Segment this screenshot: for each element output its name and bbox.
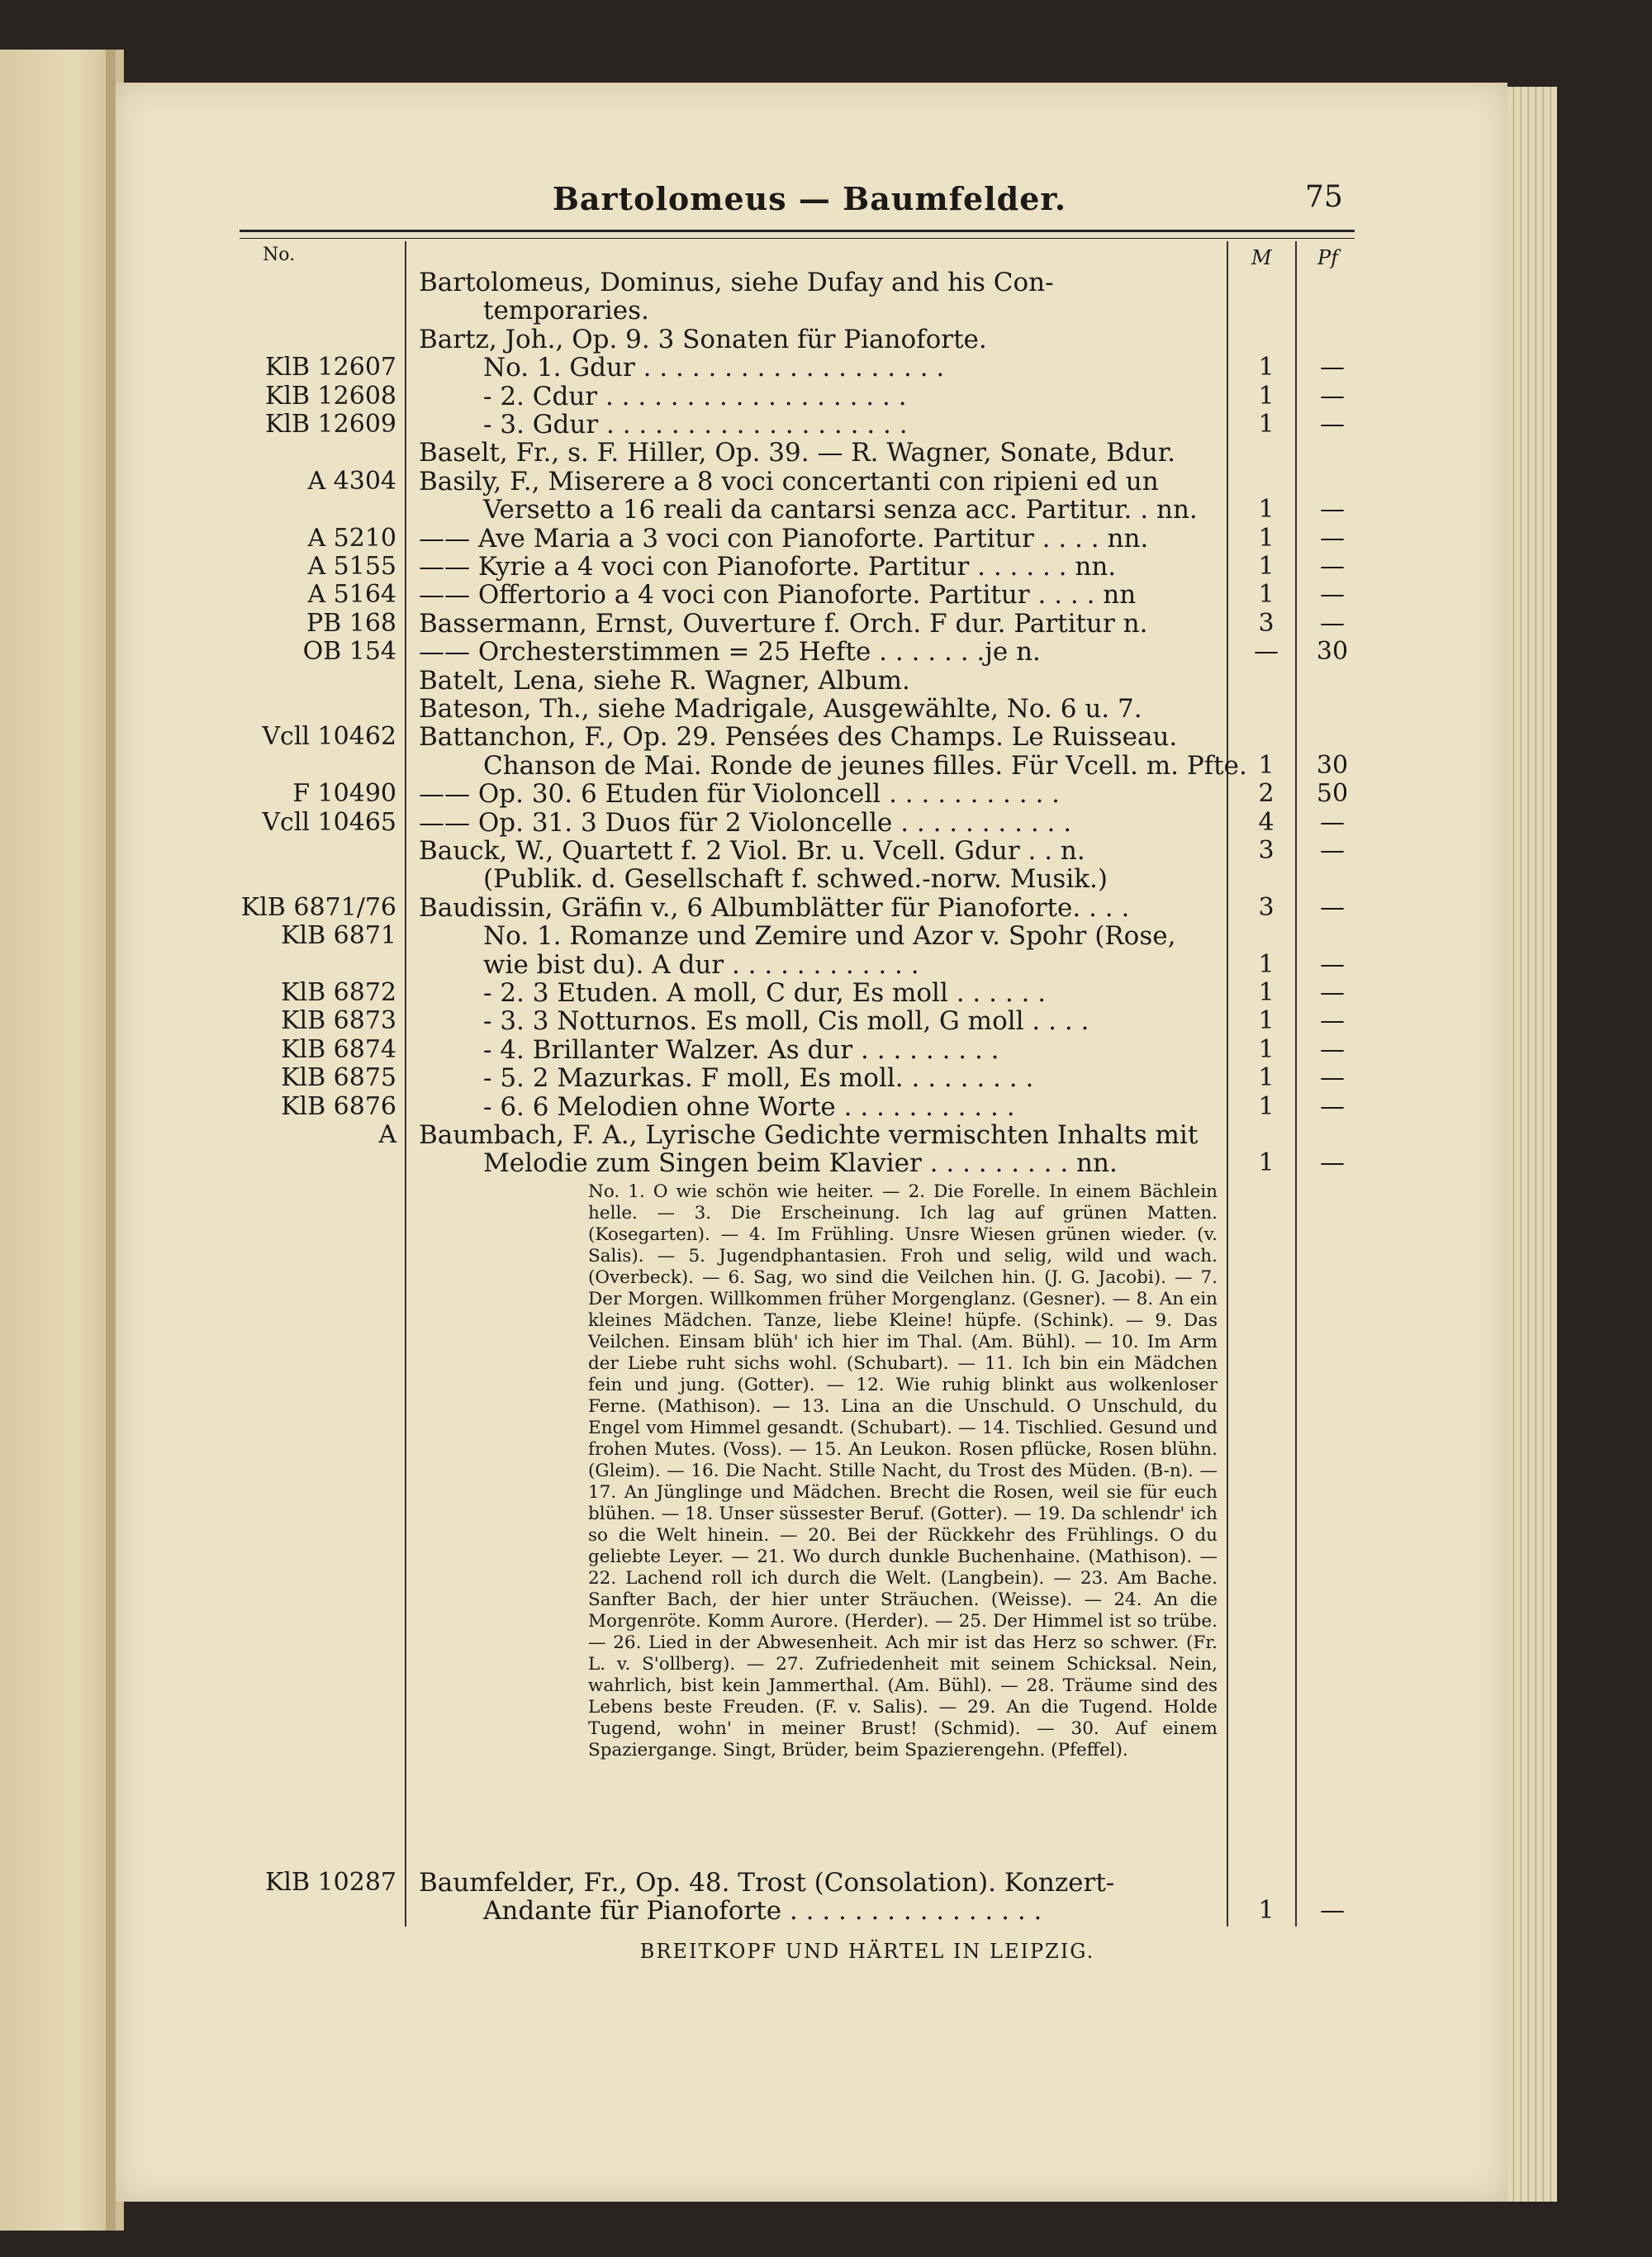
price-pfennig: — xyxy=(1320,353,1345,383)
price-mark: 1 xyxy=(1258,1091,1275,1121)
catalog-row xyxy=(0,411,1652,439)
catalog-number: KlB 6873 xyxy=(281,1006,396,1036)
catalog-row xyxy=(0,979,1652,1007)
price-mark: 1 xyxy=(1258,1034,1275,1064)
catalog-number: A 4304 xyxy=(307,466,396,496)
entry-text: Andante für Pianoforte . . . . . . . . . . . . . . . . xyxy=(483,1896,1042,1927)
catalog-number: F 10490 xyxy=(292,779,396,809)
entry-text: No. 1. Romanze und Zemire und Azor v. Spohr (Rose, xyxy=(483,921,1176,952)
catalog-row xyxy=(0,752,1652,780)
catalog-row xyxy=(0,439,1652,467)
price-mark: 1 xyxy=(1258,1006,1275,1036)
price-mark: 1 xyxy=(1258,1063,1275,1093)
catalog-row xyxy=(0,268,1652,297)
catalog-row xyxy=(0,383,1652,411)
contents-note-text: No. 1. O wie schön wie heiter. — 2. Die Forelle. In einem Bächlein helle. — 3. Die Erscheinung. Ich lag auf grünen Matten. (Kosegarten). — 4. Im Frühling. Unsre Wiesen grünen wieder. (v. Salis). — 5. Jugendphantasien. Froh und selig, wild und wach. (Overbeck). — 6. Sag, wo sind die Veilchen hin. (J. G. Jacobi). — 7. Der Morgen. Willkommen früher Morgenglanz. (Gesner). — 8. An ein kleines Mädchen. Tanze, liebe Kleine! hüpfe. (Schink). — 9. Das Veilchen. Einsam blüh' ich hier im Thal. (Am. Bühl). — 10. Im Arm der Liebe ruht sichs wohl. (Schubart). — 11. Ich bin ein Mädchen fein und jung. (Gotter). — 12. Wie ruhig blinkt aus wolkenloser Ferne. (Mathison). — 13. Lina an die Unschuld. O Unschuld, du Engel vom Himmel gesandt. (Schubart). — 14. Tischlied. Gesund und frohen Mutes. (Voss). — 15. An Leukon. Rosen pflücke, Rosen blühn. (Gleim). — 16. Die Nacht. Stille Nacht, du Trost des Müden. (B-n). — 17. An Jünglinge und Mädchen. Brecht die Rosen, weil sie für euch blühen. — 18. Unser süssester Beruf. (Gotter). — 19. Da schlendr' ich so die Welt hinein. — 20. Bei der Rückkehr des Frühlings. O du geliebte Leyer. — 21. Wo durch dunkle Buchenhaine. (Mathison). — 22. Lachend roll ich durch die Welt. (Langbein). — 23. Am Bache. Sanfter Bach, der hier unter Sträuchen. (Weisse). — 24. An die Morgenröte. Komm Aurore. (Herder). — 25. Der Himmel ist so trübe. — 26. Lied in der Abwesenheit. Ach mir ist das Herz so schwer. (Fr. L. v. S'ollberg). — 27. Zufriedenheit mit seinem Schicksal. Nein, wahrlich, bist kein Jammerthal. (Am. Bühl). — 28. Träume sind des Lebens beste Freuden. (F. v. Salis). — 29. An die Tugend. Holde Tugend, wohn' in meiner Brust! (Schmid). — 30. Auf einem Spaziergange. Singt, Brüder, beim Spazierengehn. (Pfeffel). xyxy=(588,1181,1218,1760)
price-pfennig: — xyxy=(1320,608,1345,638)
price-mark: 1 xyxy=(1258,410,1275,439)
price-mark: 1 xyxy=(1258,353,1275,383)
price-pfennig: — xyxy=(1320,978,1345,1007)
catalog-row xyxy=(0,837,1652,865)
catalog-number: A 5210 xyxy=(307,523,396,553)
price-pfennig: — xyxy=(1320,949,1345,979)
catalog-row xyxy=(0,468,1652,496)
catalog-row xyxy=(0,1121,1652,1149)
catalog-number: PB 168 xyxy=(306,608,396,638)
entry-text: (Publik. d. Gesellschaft f. schwed.-norw. Musik.) xyxy=(483,864,1108,895)
catalog-number: A 5164 xyxy=(307,580,396,610)
catalog-row xyxy=(0,553,1652,581)
entry-text: Battanchon, F., Op. 29. Pensées des Champs. Le Ruisseau. xyxy=(419,722,1178,753)
price-pfennig: — xyxy=(1320,410,1345,439)
price-pfennig: — xyxy=(1320,807,1345,837)
price-mark: 3 xyxy=(1258,892,1275,922)
catalog-number: KlB 6876 xyxy=(281,1091,396,1121)
entry-text: —— Op. 30. 6 Etuden für Violoncell . . . . . . . . . . . xyxy=(419,779,1061,810)
price-mark: 2 xyxy=(1258,779,1275,809)
price-mark: 1 xyxy=(1258,495,1275,525)
entry-text: No. 1. Gdur . . . . . . . . . . . . . . . . . . . xyxy=(483,353,945,383)
entry-text: —— Op. 31. 3 Duos für 2 Violoncelle . . . . . . . . . . . xyxy=(419,807,1072,838)
price-pfennig: 30 xyxy=(1316,637,1349,667)
price-mark: 1 xyxy=(1258,552,1275,581)
page-number: 75 xyxy=(1305,180,1343,214)
entry-text: Melodie zum Singen beim Klavier . . . . . . . . . nn. xyxy=(483,1148,1118,1179)
catalog-row xyxy=(0,809,1652,837)
catalog-number: A xyxy=(378,1120,396,1149)
entry-text: - 4. Brillanter Walzer. As dur . . . . . . . . . xyxy=(483,1034,999,1065)
price-pfennig: 50 xyxy=(1316,779,1349,809)
entry-text: Versetto a 16 reali da cantarsi senza acc. Partitur. . nn. xyxy=(483,495,1198,525)
price-mark: 1 xyxy=(1258,750,1275,780)
entry-text: - 2. Cdur . . . . . . . . . . . . . . . . . . . xyxy=(483,381,907,411)
publisher-footer: BREITKOPF UND HÄRTEL IN LEIPZIG. xyxy=(639,1940,1095,1963)
entry-text: - 3. Gdur . . . . . . . . . . . . . . . . . . . xyxy=(483,410,908,440)
price-pfennig: — xyxy=(1320,1006,1345,1036)
catalog-row xyxy=(0,865,1652,893)
catalog-row xyxy=(0,723,1652,751)
price-pfennig: — xyxy=(1320,552,1345,581)
catalog-row xyxy=(0,1007,1652,1035)
catalog-number: KlB 6871 xyxy=(281,921,396,951)
price-pfennig: — xyxy=(1320,495,1345,525)
catalog-row xyxy=(0,1093,1652,1121)
entry-text: Baumbach, F. A., Lyrische Gedichte vermischten Inhalts mit xyxy=(419,1120,1199,1150)
entry-text: Batelt, Lena, siehe R. Wagner, Album. xyxy=(419,665,910,696)
price-mark: 1 xyxy=(1258,978,1275,1007)
entry-text: Bateson, Th., siehe Madrigale, Ausgewählte, No. 6 u. 7. xyxy=(419,694,1142,724)
catalog-row xyxy=(0,354,1652,382)
price-mark: 1 xyxy=(1258,580,1275,610)
entry-text: wie bist du). A dur . . . . . . . . . . . . xyxy=(483,949,919,980)
column-header-pfennig: Pf xyxy=(1317,246,1339,269)
catalog-number: KlB 6872 xyxy=(281,978,396,1007)
price-mark: 4 xyxy=(1258,807,1275,837)
entry-text: Bartolomeus, Dominus, siehe Dufay and his Con- xyxy=(419,268,1054,297)
catalog-row xyxy=(0,638,1652,666)
column-header-mark: M xyxy=(1251,246,1272,269)
catalog-row xyxy=(0,780,1652,808)
catalog-row xyxy=(0,1869,1652,1897)
price-mark: 1 xyxy=(1258,1896,1275,1926)
entry-text: - 3. 3 Notturnos. Es moll, Cis moll, G moll . . . . xyxy=(483,1006,1089,1037)
entry-text: temporaries. xyxy=(483,296,649,326)
catalog-row xyxy=(0,695,1652,723)
catalog-row xyxy=(0,1897,1652,1925)
price-mark: 3 xyxy=(1258,608,1275,638)
catalog-number: KlB 6875 xyxy=(281,1063,396,1093)
price-pfennig: 30 xyxy=(1316,750,1349,780)
price-mark: 1 xyxy=(1258,1148,1275,1178)
catalog-number: KlB 6871/76 xyxy=(240,892,396,922)
catalog-row xyxy=(0,610,1652,638)
catalog-row xyxy=(0,325,1652,354)
catalog-number: OB 154 xyxy=(302,637,396,667)
entry-text: - 5. 2 Mazurkas. F moll, Es moll. . . . . . . . . xyxy=(483,1063,1034,1094)
price-pfennig: — xyxy=(1320,836,1345,865)
catalog-row xyxy=(0,1149,1652,1177)
header-rule-thick xyxy=(240,230,1355,232)
entry-text: - 6. 6 Melodien ohne Worte . . . . . . . . . . . xyxy=(483,1091,1015,1122)
catalog-number: KlB 12608 xyxy=(264,381,396,411)
entry-text: Chanson de Mai. Ronde de jeunes filles. Für Vcell. m. Pfte. xyxy=(483,750,1247,781)
catalog-row xyxy=(0,1064,1652,1092)
catalog-number: Vcll 10465 xyxy=(262,807,396,837)
catalog-number: Vcll 10462 xyxy=(262,722,396,752)
entry-text: —— Ave Maria a 3 voci con Pianoforte. Partitur . . . . nn. xyxy=(419,523,1149,554)
column-header-no: No. xyxy=(263,245,296,265)
catalog-row xyxy=(0,1036,1652,1064)
price-pfennig: — xyxy=(1320,381,1345,411)
catalog-row xyxy=(0,297,1652,325)
entry-text: - 2. 3 Etuden. A moll, C dur, Es moll . . . . . . xyxy=(483,978,1047,1008)
entry-text: —— Kyrie a 4 voci con Pianoforte. Partitur . . . . . . nn. xyxy=(419,552,1117,582)
price-pfennig: — xyxy=(1320,1148,1345,1178)
header-rule-thin xyxy=(240,238,1355,239)
price-mark: 1 xyxy=(1258,523,1275,553)
price-pfennig: — xyxy=(1320,1091,1345,1121)
price-mark: 3 xyxy=(1258,836,1275,865)
price-mark: — xyxy=(1254,637,1279,667)
entry-text: Bassermann, Ernst, Ouverture f. Orch. F dur. Partitur n. xyxy=(419,608,1148,639)
entry-text: Baudissin, Gräfin v., 6 Albumblätter für Pianoforte. . . . xyxy=(419,892,1130,923)
catalog-row xyxy=(0,496,1652,524)
running-head: Bartolomeus — Baumfelder. xyxy=(552,180,1067,217)
catalog-number: KlB 12609 xyxy=(264,410,396,439)
entry-text: —— Offertorio a 4 voci con Pianoforte. Partitur . . . . nn xyxy=(419,580,1137,611)
catalog-number: KlB 12607 xyxy=(264,353,396,383)
entry-text: Basily, F., Miserere a 8 voci concertanti con ripieni ed un xyxy=(419,466,1159,497)
catalog-row xyxy=(0,667,1652,695)
price-pfennig: — xyxy=(1320,1034,1345,1064)
catalog-row xyxy=(0,894,1652,922)
price-pfennig: — xyxy=(1320,1896,1345,1926)
entry-text: —— Orchesterstimmen = 25 Hefte . . . . . . .je n. xyxy=(419,637,1041,668)
entry-text: Bartz, Joh., Op. 9. 3 Sonaten für Pianoforte. xyxy=(419,324,987,354)
price-pfennig: — xyxy=(1320,1063,1345,1093)
entry-text: Baumfelder, Fr., Op. 48. Trost (Consolation). Konzert- xyxy=(419,1868,1115,1898)
catalog-number: KlB 6874 xyxy=(281,1034,396,1064)
entry-text: Baselt, Fr., s. F. Hiller, Op. 39. — R. Wagner, Sonate, Bdur. xyxy=(419,438,1175,468)
price-pfennig: — xyxy=(1320,580,1345,610)
catalog-row xyxy=(0,922,1652,950)
catalog-row xyxy=(0,581,1652,609)
price-mark: 1 xyxy=(1258,949,1275,979)
catalog-number: A 5155 xyxy=(307,552,396,581)
catalog-row xyxy=(0,951,1652,979)
price-mark: 1 xyxy=(1258,381,1275,411)
price-pfennig: — xyxy=(1320,523,1345,553)
catalog-row xyxy=(0,525,1652,553)
contents-note xyxy=(588,1181,1218,1761)
price-pfennig: — xyxy=(1320,892,1345,922)
entry-text: Bauck, W., Quartett f. 2 Viol. Br. u. Vcell. Gdur . . n. xyxy=(419,836,1085,866)
catalog-number: KlB 10287 xyxy=(264,1868,396,1897)
